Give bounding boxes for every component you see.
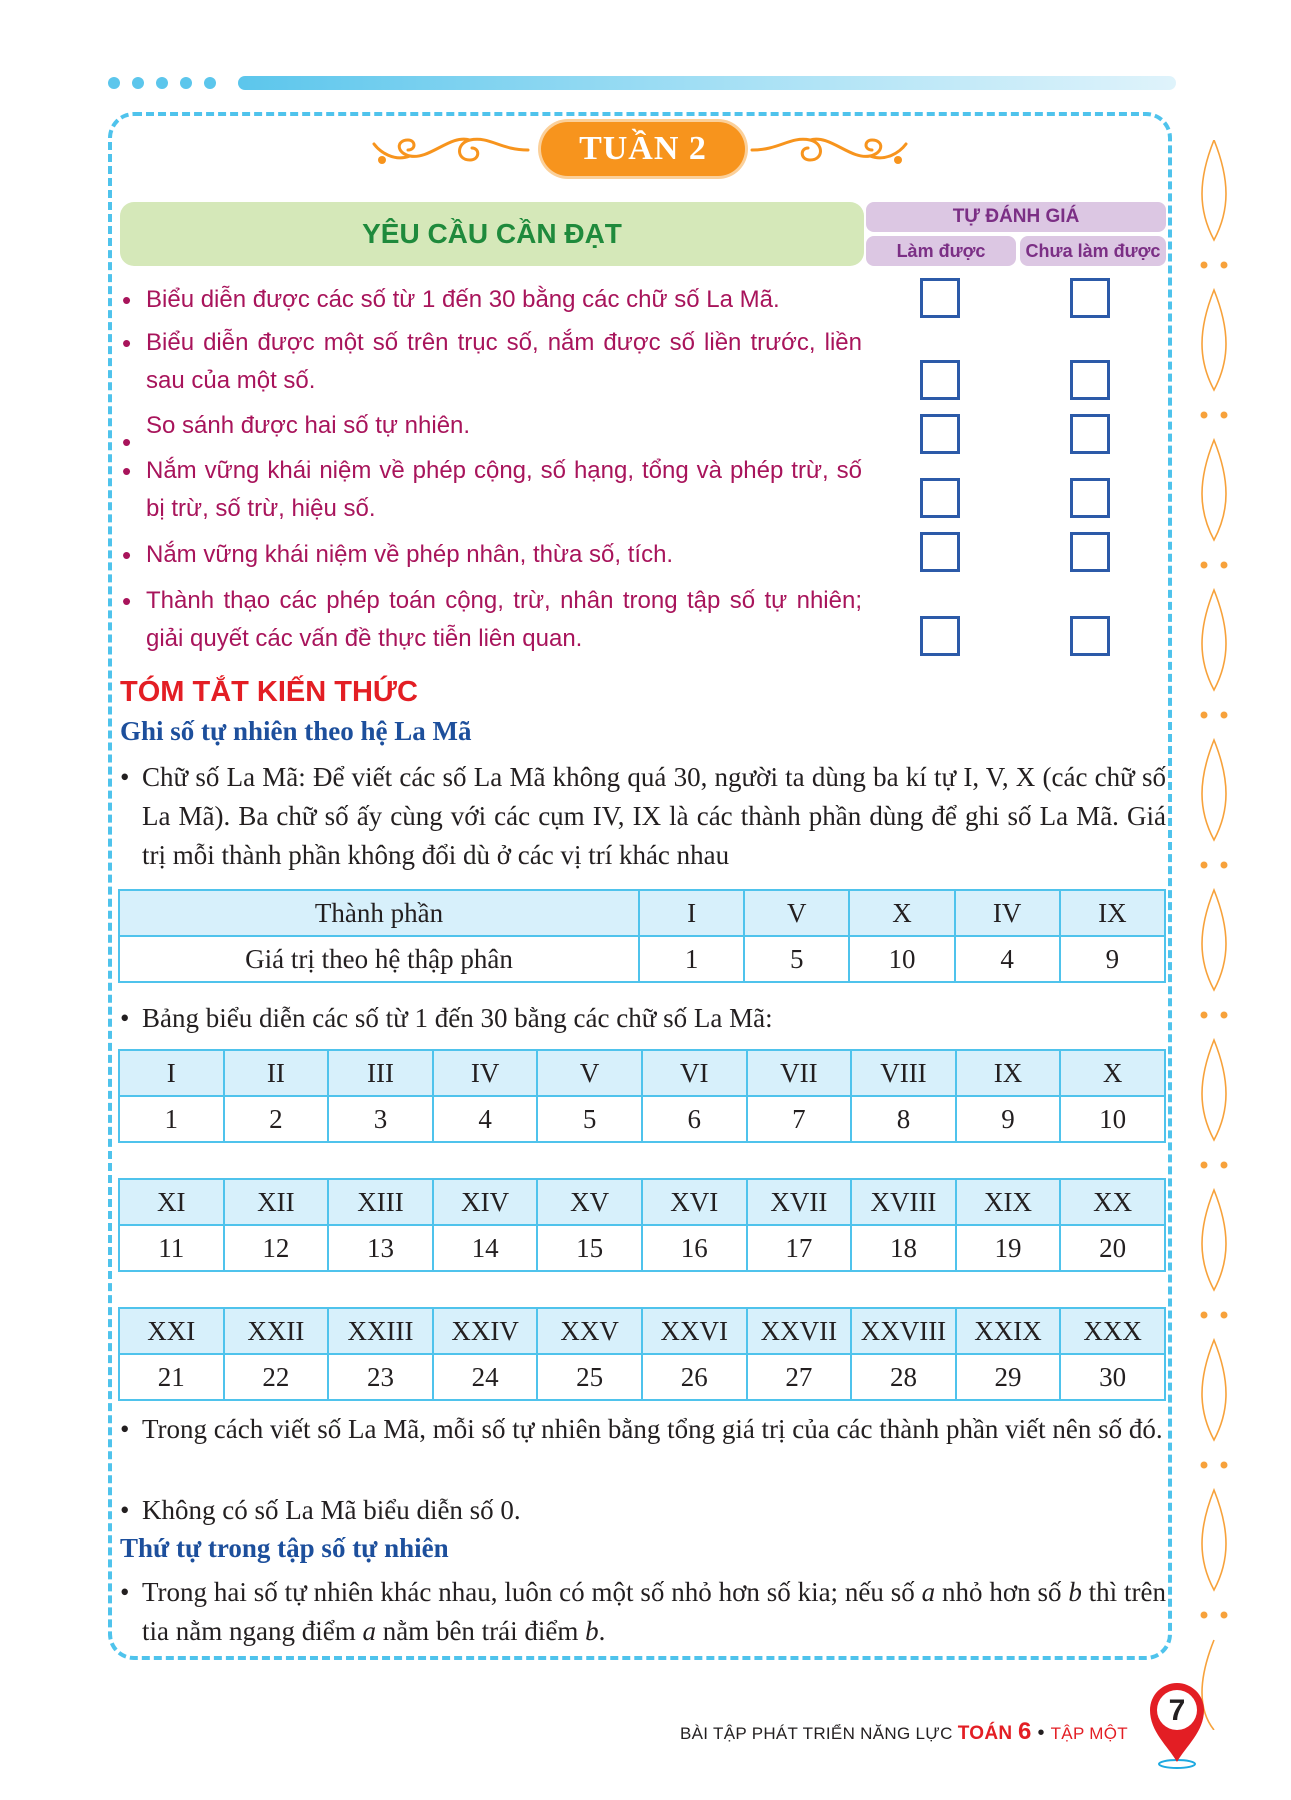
requirement-text: So sánh được hai số tự nhiên. [146,412,471,439]
checkbox-not-done[interactable] [1070,616,1110,656]
table-cell: XIII [328,1179,433,1225]
table-cell: 2 [224,1096,329,1142]
strip-dot [132,77,144,89]
table-cell: 19 [956,1225,1061,1271]
right-flourish-icon [750,130,910,170]
footer-series: BÀI TẬP PHÁT TRIỂN NĂNG LỰC [680,1724,958,1743]
table-cell: X [1060,1050,1165,1096]
requirement-item [122,407,862,457]
table-cell: VI [642,1050,747,1096]
table-cell: 25 [537,1354,642,1400]
footer-subject: TOÁN [957,1723,1018,1744]
table-cell: 28 [851,1354,956,1400]
table-cell: 27 [747,1354,852,1400]
footer-grade: 6 [1017,1718,1032,1745]
checkbox-not-done[interactable] [1070,360,1110,400]
variable: b [585,1616,599,1646]
bullet: • [122,427,132,457]
bullet: • [120,1003,130,1033]
bullet: • [122,540,132,570]
table-cell: XVII [747,1179,852,1225]
checkbox-done[interactable] [920,278,960,318]
bullet: • [120,1495,130,1525]
table-cell: XXIX [956,1308,1061,1354]
top-progress-strip [108,74,1176,92]
table-cell: 5 [744,936,849,982]
paragraph [120,1573,1166,1651]
table-cell: XXVI [642,1308,747,1354]
checkbox-done[interactable] [920,360,960,400]
table-cell: XXI [119,1308,224,1354]
requirement-item [122,324,862,400]
table-cell: 26 [642,1354,747,1400]
table-cell: XII [224,1179,329,1225]
table-cell: 17 [747,1225,852,1271]
table-cell: 22 [224,1354,329,1400]
table-cell: 5 [537,1096,642,1142]
variable: b [1068,1577,1082,1607]
decorative-border-icon [1190,140,1238,1730]
table-cell: 3 [328,1096,433,1142]
bullet: • [122,328,132,358]
requirement-item [122,536,862,574]
table-cell: 4 [433,1096,538,1142]
strip-dot [108,77,120,89]
paragraph-text: Chữ số La Mã: Để viết các số La Mã không quá 30, người ta dùng ba kí tự I, V, X (các chữ số La Mã). Ba chữ số ấy cùng với các cụm IV, IX là các thành phần dùng để ghi số La Mã. Giá trị mỗi thành phần không đổi dù ở các vị trí khác nhau [142,762,1166,870]
text-run: thì trên tia nằm ngang điểm [142,1577,1166,1646]
requirement-text: Thành thạo các phép toán cộng, trừ, nhân trong tập số tự nhiên; giải quyết các vấn đề thực tiễn liên quan. [146,587,862,652]
table-cell: 23 [328,1354,433,1400]
table-cell: 29 [956,1354,1061,1400]
components-table [118,889,1166,983]
table-cell: 20 [1060,1225,1165,1271]
text-run: . [598,1616,606,1646]
table-row [119,1354,1165,1400]
checkbox-not-done[interactable] [1070,532,1110,572]
table-cell: 9 [1060,936,1165,982]
requirement-text: Nắm vững khái niệm về phép nhân, thừa số, tích. [146,541,674,568]
table-cell: IV [955,890,1060,936]
table-cell: X [849,890,954,936]
requirement-text: Biểu diễn được một số trên trục số, nắm được số liền trước, liền sau của một số. [146,329,862,394]
section-title: Ghi số tự nhiên theo hệ La Mã [120,716,472,746]
paragraph-text [142,1573,1166,1651]
footer-series-title [680,1718,1128,1746]
paragraph-text: Không có số La Mã biểu diễn số 0. [142,1495,521,1525]
checkbox-not-done[interactable] [1070,478,1110,518]
self-evaluation-header: TỰ ĐÁNH GIÁ [866,202,1166,232]
table-cell: 1 [639,936,744,982]
roman-table-11-20 [118,1178,1166,1272]
table-cell: 10 [1060,1096,1165,1142]
table-cell: 1 [119,1096,224,1142]
paragraph [120,1491,1166,1530]
table-cell: V [537,1050,642,1096]
roman-table-21-30 [118,1307,1166,1401]
table-cell: XV [537,1179,642,1225]
roman-table-1-10 [118,1049,1166,1143]
table-cell: XX [1060,1179,1165,1225]
paragraph [120,999,1166,1038]
table-cell: XXVII [747,1308,852,1354]
footer-separator: • [1031,1722,1051,1744]
paragraph-text: Bảng biểu diễn các số từ 1 đến 30 bằng các chữ số La Mã: [142,1003,773,1033]
table-cell: 7 [747,1096,852,1142]
summary-title: TÓM TẮT KIẾN THỨC [120,676,418,708]
table-row [119,936,1165,982]
footer-volume: TẬP MỘT [1050,1724,1128,1743]
checkbox-done[interactable] [920,478,960,518]
table-cell: XVI [642,1179,747,1225]
table-cell: 30 [1060,1354,1165,1400]
week-header [370,122,910,178]
table-cell: 16 [642,1225,747,1271]
strip-dot [180,77,192,89]
table-cell: XXII [224,1308,329,1354]
table-row [119,1308,1165,1354]
table-cell: 12 [224,1225,329,1271]
text-run: nằm bên trái điểm [375,1616,586,1646]
requirements-header: YÊU CẦU CẦN ĐẠT [120,202,864,266]
requirement-item [122,452,862,528]
table-cell: XXIII [328,1308,433,1354]
variable: a [921,1577,936,1607]
checkbox-not-done[interactable] [1070,414,1110,454]
strip-dot [156,77,168,89]
bullet: • [122,285,132,315]
section-title: Thứ tự trong tập số tự nhiên [120,1533,449,1563]
column-not-done-header: Chưa làm được [1020,236,1166,266]
table-cell: Thành phần [119,890,639,936]
week-badge: TUẦN 2 [541,122,745,176]
table-cell: 13 [328,1225,433,1271]
table-cell: III [328,1050,433,1096]
variable: a [362,1616,376,1646]
left-flourish-icon [370,130,530,170]
checkbox-not-done[interactable] [1070,278,1110,318]
table-cell: 18 [851,1225,956,1271]
requirement-text: Nắm vững khái niệm về phép cộng, số hạng, tổng và phép trừ, số bị trừ, số trừ, hiệu số. [146,457,862,522]
table-cell: XXVIII [851,1308,956,1354]
table-cell: V [744,890,849,936]
paragraph [120,1410,1166,1449]
requirement-item [122,582,862,658]
table-cell: XXIV [433,1308,538,1354]
table-cell: 24 [433,1354,538,1400]
checkbox-done[interactable] [920,414,960,454]
bullet: • [120,762,130,792]
bullet: • [120,1414,130,1444]
table-row [119,1096,1165,1142]
bullet: • [122,456,132,486]
column-done-header: Làm được [866,236,1016,266]
paragraph [120,758,1166,875]
table-cell: 8 [851,1096,956,1142]
table-cell: 6 [642,1096,747,1142]
table-row [119,1225,1165,1271]
table-cell: XIV [433,1179,538,1225]
table-cell: XI [119,1179,224,1225]
table-row [119,1050,1165,1096]
table-cell: Giá trị theo hệ thập phân [119,936,639,982]
table-cell: XXV [537,1308,642,1354]
table-cell: 9 [956,1096,1061,1142]
table-cell: IX [1060,890,1165,936]
strip-bar [238,76,1176,90]
table-cell: VIII [851,1050,956,1096]
table-cell: 10 [849,936,954,982]
table-cell: II [224,1050,329,1096]
table-cell: 15 [537,1225,642,1271]
table-cell: IX [956,1050,1061,1096]
table-cell: I [119,1050,224,1096]
page-number: 7 [1168,1694,1186,1727]
table-cell: IV [433,1050,538,1096]
table-cell: 14 [433,1225,538,1271]
table-cell: XIX [956,1179,1061,1225]
checkbox-done[interactable] [920,616,960,656]
table-cell: 11 [119,1225,224,1271]
table-row [119,1179,1165,1225]
table-cell: XXX [1060,1308,1165,1354]
requirement-text: Biểu diễn được các số từ 1 đến 30 bằng các chữ số La Mã. [146,286,780,313]
checkbox-done[interactable] [920,532,960,572]
strip-dot [204,77,216,89]
paragraph-text: Trong cách viết số La Mã, mỗi số tự nhiên bằng tổng giá trị của các thành phần viết nên số đó. [142,1414,1163,1444]
table-cell: I [639,890,744,936]
table-cell: XVIII [851,1179,956,1225]
requirement-item [122,281,862,319]
text-run: Trong hai số tự nhiên khác nhau, luôn có một số nhỏ hơn số kia; nếu số [142,1577,922,1607]
table-row [119,890,1165,936]
text-run: nhỏ hơn số [935,1577,1069,1607]
table-cell: 4 [955,936,1060,982]
bullet: • [120,1577,130,1607]
table-cell: 21 [119,1354,224,1400]
table-cell: VII [747,1050,852,1096]
bullet: • [122,586,132,616]
